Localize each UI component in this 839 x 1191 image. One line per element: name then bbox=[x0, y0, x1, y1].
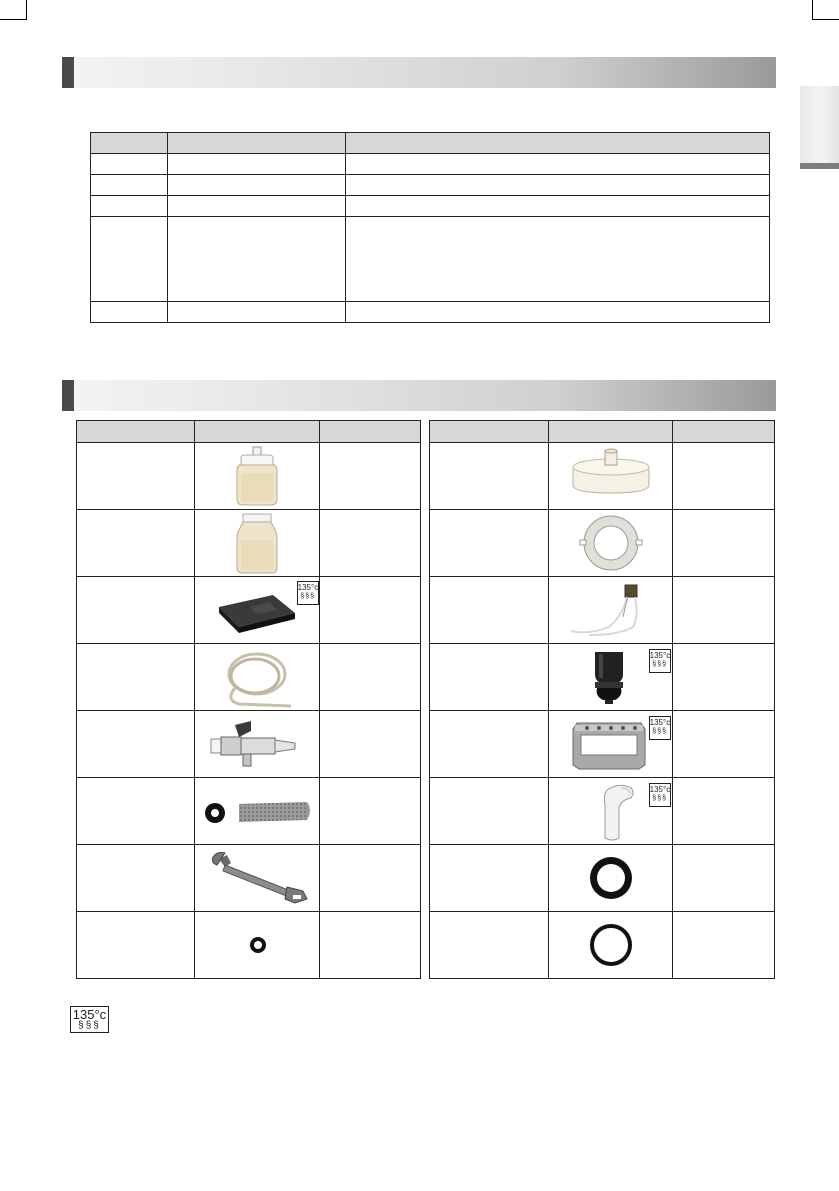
table-row bbox=[430, 912, 775, 979]
table-header-row bbox=[91, 133, 770, 154]
table-row bbox=[430, 510, 775, 577]
autoclave-135-icon: 135°c §§§ bbox=[649, 649, 671, 673]
table-row bbox=[91, 302, 770, 323]
table-row bbox=[77, 778, 421, 845]
table-row bbox=[77, 510, 421, 577]
crop-mark bbox=[26, 0, 27, 20]
specifications-table bbox=[90, 132, 770, 323]
section-marker bbox=[62, 57, 74, 88]
item-image-cell bbox=[194, 912, 320, 979]
table-row bbox=[91, 154, 770, 175]
table-row bbox=[91, 175, 770, 196]
accessories-table-right bbox=[429, 420, 775, 979]
autoclave-legend-icon: 135°c §§§ bbox=[70, 1006, 109, 1033]
table-row bbox=[77, 577, 421, 644]
gasket-ring-icon bbox=[549, 510, 674, 576]
item-image-cell bbox=[548, 443, 673, 510]
table-row bbox=[91, 217, 770, 302]
item-image-cell bbox=[548, 644, 673, 711]
item-image-cell bbox=[548, 711, 673, 778]
section-marker bbox=[62, 380, 74, 411]
table-row bbox=[77, 912, 421, 979]
table-row bbox=[430, 644, 775, 711]
table-row bbox=[430, 778, 775, 845]
item-image-cell bbox=[194, 778, 320, 845]
item-image-cell bbox=[548, 577, 673, 644]
small-oring-icon bbox=[195, 912, 321, 978]
autoclave-135-icon: 135°c §§§ bbox=[649, 783, 671, 807]
black-oring-icon bbox=[549, 845, 674, 911]
autoclave-135-icon: 135°c §§§ bbox=[297, 581, 319, 605]
item-image-cell bbox=[194, 510, 320, 577]
table-row bbox=[77, 644, 421, 711]
item-image-cell bbox=[194, 711, 320, 778]
bottle-lid-icon bbox=[549, 443, 674, 509]
crop-mark bbox=[812, 19, 839, 20]
autoclave-135-icon: 135°c §§§ bbox=[649, 716, 671, 740]
table-row bbox=[91, 196, 770, 217]
table-header-row bbox=[77, 421, 421, 443]
bottle-icon bbox=[195, 510, 321, 576]
item-image-cell bbox=[548, 510, 673, 577]
valve-connector-icon bbox=[195, 711, 321, 777]
section-header-specifications bbox=[62, 57, 776, 88]
crop-mark bbox=[0, 19, 26, 20]
item-image-cell bbox=[548, 778, 673, 845]
coiled-tube-icon bbox=[195, 644, 321, 710]
item-image-cell bbox=[548, 845, 673, 912]
accessories-table-left bbox=[76, 420, 421, 979]
item-image-cell bbox=[548, 912, 673, 979]
crop-mark bbox=[812, 0, 813, 20]
item-image-cell bbox=[194, 443, 320, 510]
oring-and-filter-icon bbox=[195, 778, 321, 844]
table-row bbox=[430, 443, 775, 510]
table-row bbox=[77, 711, 421, 778]
table-row bbox=[77, 443, 421, 510]
section-header-accessories bbox=[62, 380, 776, 411]
table-row bbox=[430, 711, 775, 778]
table-row bbox=[430, 577, 775, 644]
bottle-cap-icon bbox=[195, 443, 321, 509]
table-row bbox=[430, 845, 775, 912]
item-image-cell bbox=[194, 644, 320, 711]
table-header-row bbox=[430, 421, 775, 443]
wrench-icon bbox=[195, 845, 321, 911]
item-image-cell bbox=[194, 577, 320, 644]
chapter-tab bbox=[800, 86, 839, 166]
table-row bbox=[77, 845, 421, 912]
thin-oring-icon bbox=[549, 912, 674, 978]
chapter-tab-bar bbox=[800, 163, 839, 169]
wire-connector-icon bbox=[549, 577, 674, 643]
item-image-cell bbox=[194, 845, 320, 912]
